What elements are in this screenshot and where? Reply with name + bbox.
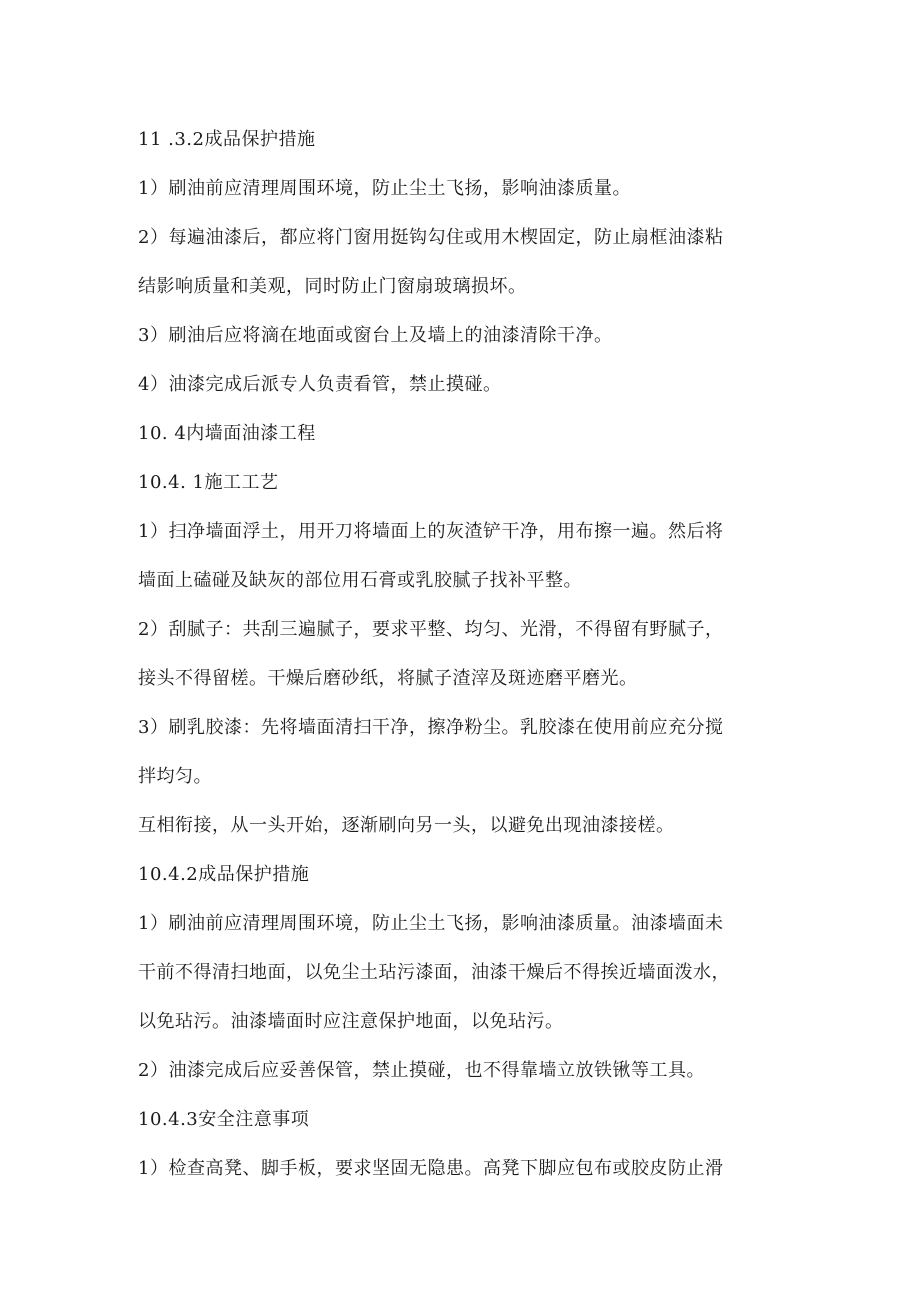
paragraph-line: 1）刷油前应清理周围环境，防止尘土飞扬，影响油漆质量。油漆墙面未	[138, 913, 724, 934]
paragraph-line: 3）刷乳胶漆：先将墙面清扫干净，擦净粉尘。乳胶漆在使用前应充分搅	[138, 717, 724, 738]
paragraph-line: 4）油漆完成后派专人负责看管，禁止摸碰。	[138, 374, 502, 395]
paragraph-line: 1）扫净墙面浮土，用开刀将墙面上的灰渣铲干净，用布擦一遍。然后将	[138, 521, 724, 542]
paragraph-line: 墙面上磕碰及缺灰的部位用石膏或乳胶腻子找补平整。	[138, 570, 582, 591]
paragraph-line: 1）检查高凳、脚手板，要求坚固无隐患。高凳下脚应包布或胶皮防止滑	[138, 1158, 724, 1179]
paragraph-line: 2）刮腻子：共刮三遍腻子，要求平整、均匀、光滑，不得留有野腻子，	[138, 619, 724, 640]
paragraph-line: 干前不得清扫地面，以免尘土玷污漆面，油漆干燥后不得挨近墙面泼水，	[138, 962, 730, 983]
paragraph-line: 接头不得留槎。干燥后磨砂纸，将腻子渣滓及斑迹磨平磨光。	[138, 668, 638, 689]
section-heading-11-3-2: 11 .3.2成品保护措施	[138, 129, 316, 150]
section-heading-10-4: 10. 4内墙面油漆工程	[138, 423, 316, 444]
section-heading-10-4-3: 10.4.3安全注意事项	[138, 1109, 310, 1130]
paragraph-line: 拌均匀。	[138, 766, 212, 787]
paragraph-line: 1）刷油前应清理周围环境，防止尘土飞扬，影响油漆质量。	[138, 178, 631, 199]
paragraph-line: 3）刷油后应将滴在地面或窗台上及墙上的油漆清除干净。	[138, 325, 613, 346]
paragraph-line: 互相衔接，从一头开始，逐渐刷向另一头，以避免出现油漆接槎。	[138, 815, 675, 836]
section-heading-10-4-2: 10.4.2成品保护措施	[138, 864, 310, 885]
paragraph-line: 2）每遍油漆后，都应将门窗用挺钩勾住或用木楔固定，防止扇框油漆粘	[138, 227, 724, 248]
paragraph-line: 以免玷污。油漆墙面时应注意保护地面，以免玷污。	[138, 1011, 564, 1032]
paragraph-line: 2）油漆完成后应妥善保管，禁止摸碰，也不得靠墙立放铁锹等工具。	[138, 1060, 705, 1081]
section-heading-10-4-1: 10.4. 1施工工艺	[138, 472, 279, 493]
paragraph-line: 结影响质量和美观，同时防止门窗扇玻璃损坏。	[138, 276, 527, 297]
